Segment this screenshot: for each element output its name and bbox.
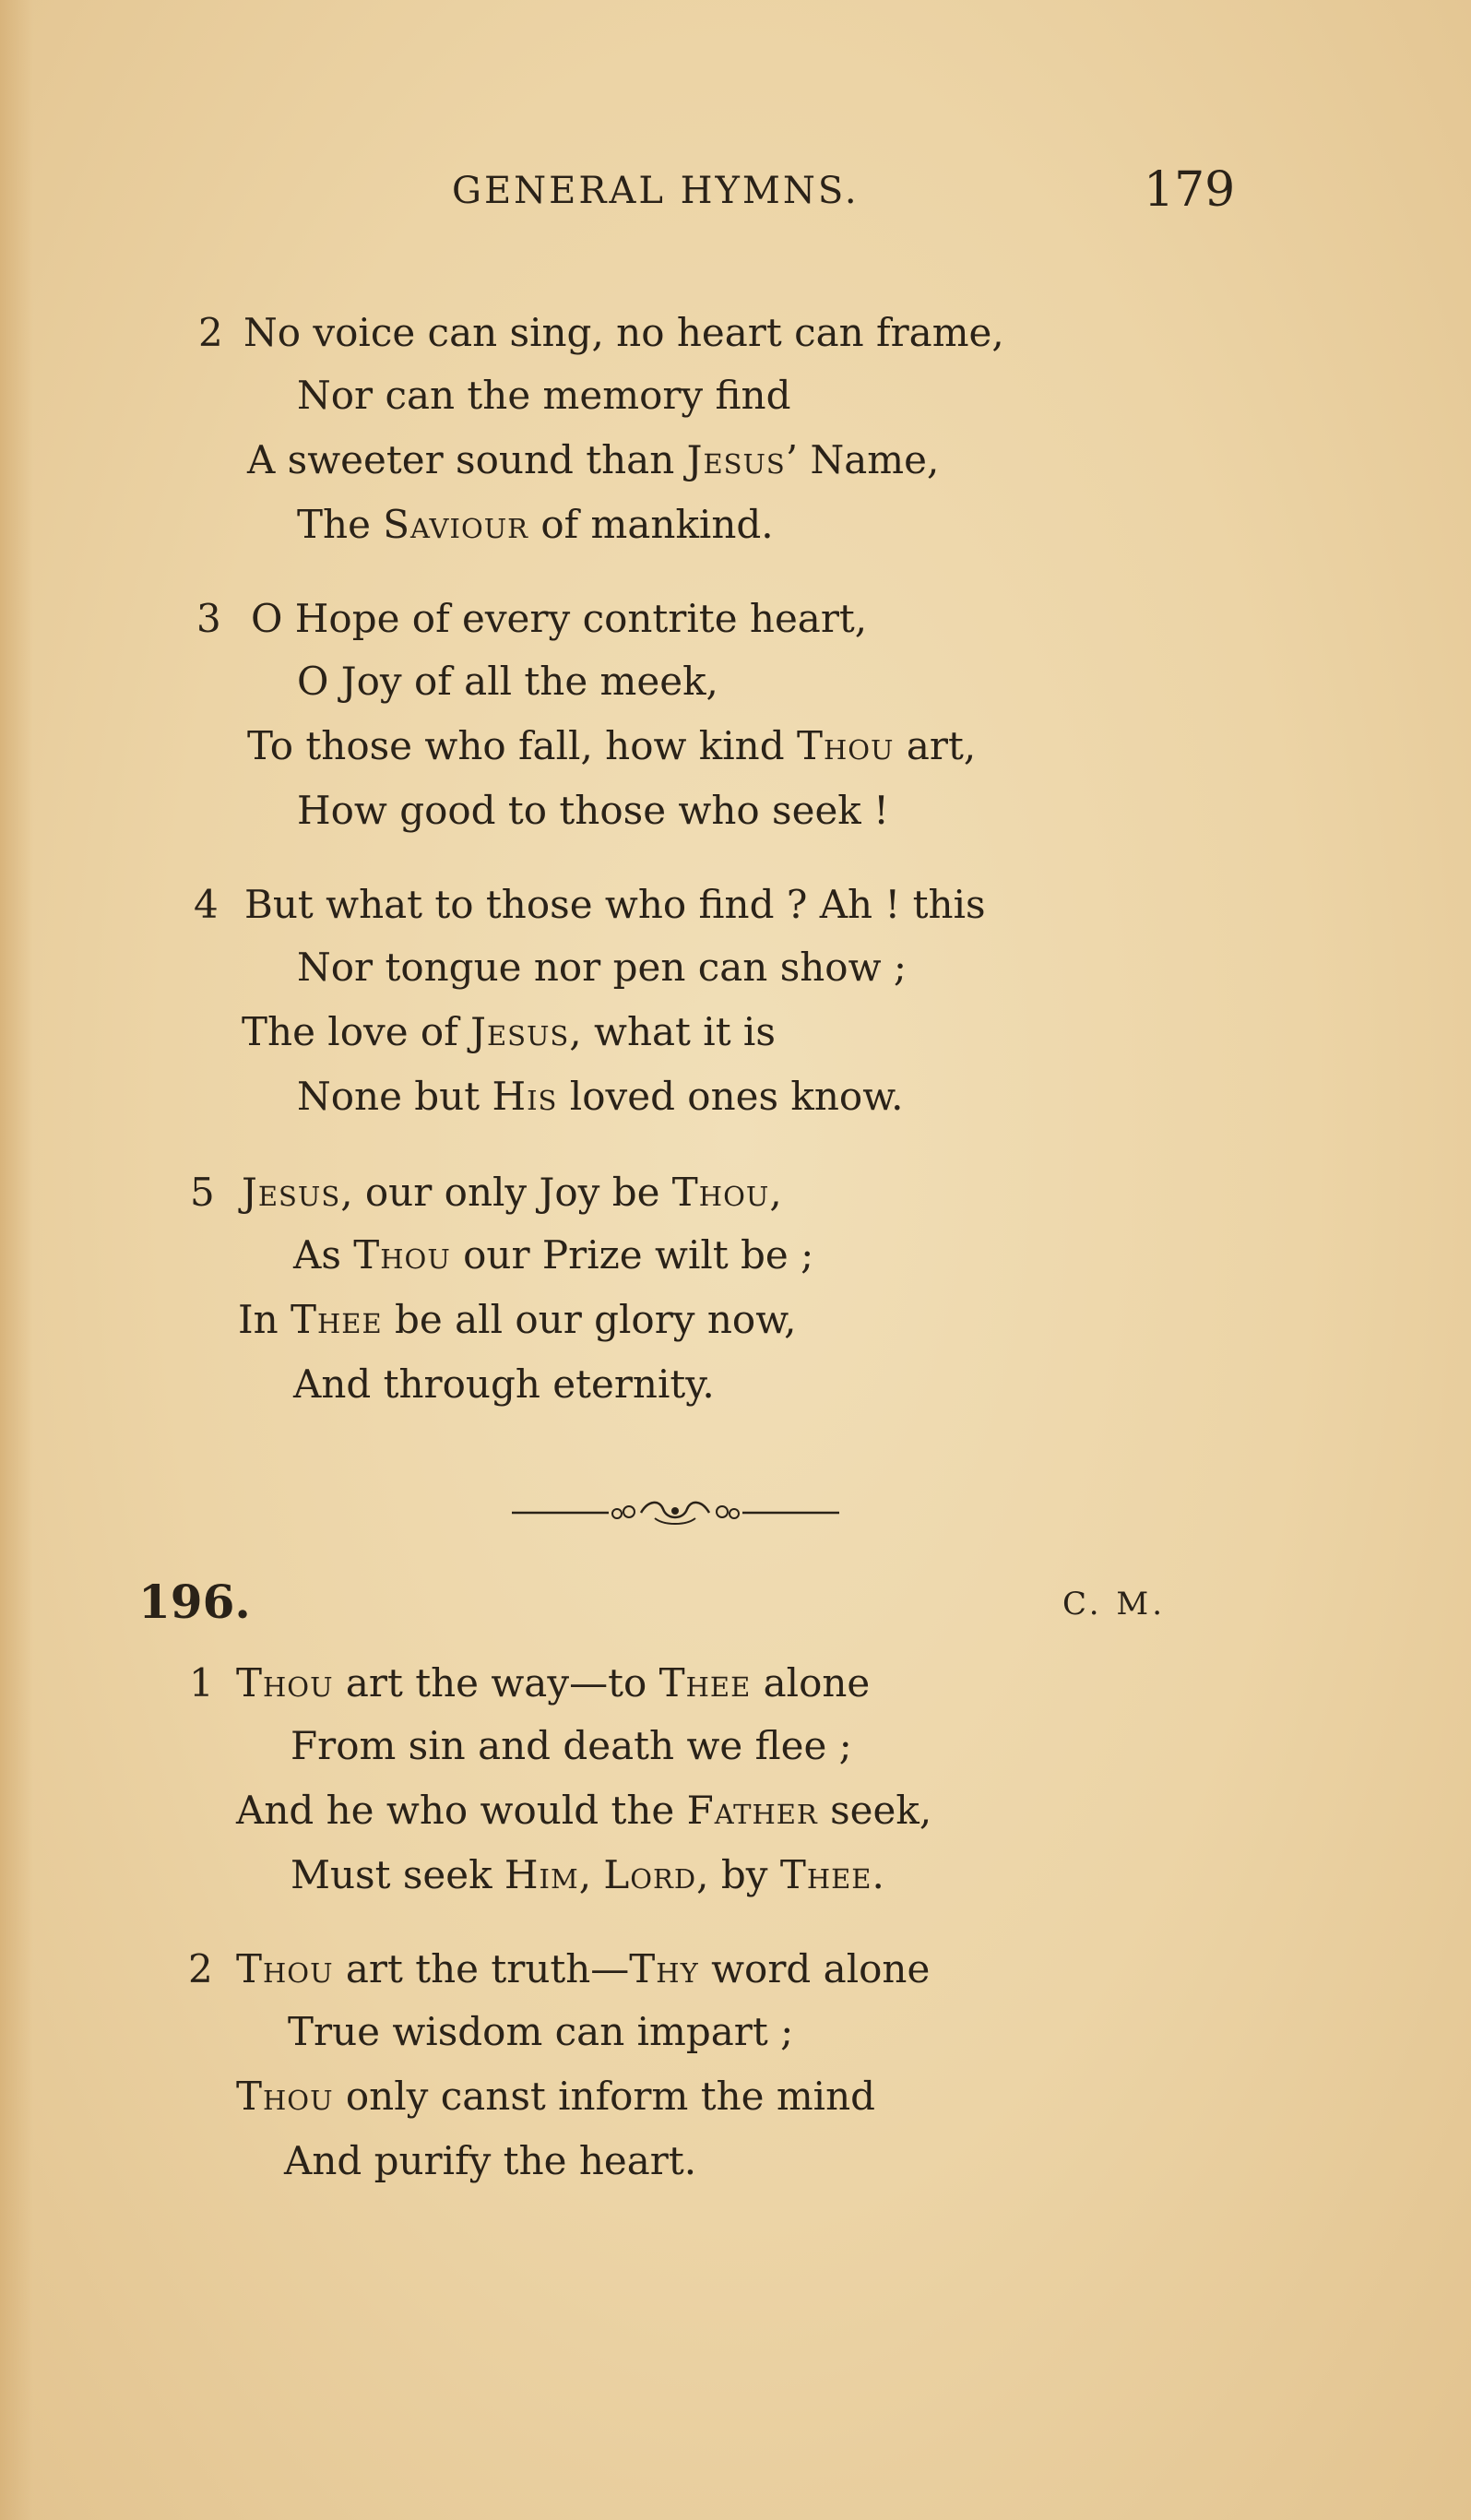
verse-line: But what to those who find ? Ah ! this <box>244 882 986 927</box>
verse-line: Thou art the truth—Thy word alone <box>236 1946 931 1991</box>
page-number: 179 <box>1144 162 1236 218</box>
verse-line: Thou art the way—to Thee alone <box>236 1660 871 1706</box>
verse-line: From sin and death we flee ; <box>291 1723 852 1768</box>
verse-line: None but His loved ones know. <box>297 1074 904 1119</box>
verse-line: The love of Jesus, what it is <box>242 1009 776 1054</box>
hymn-number: 196. <box>138 1575 251 1629</box>
verse-number: 4 <box>194 882 219 927</box>
verse-line: O Joy of all the meek, <box>297 659 718 704</box>
verse-line: Nor tongue nor pen can show ; <box>297 945 908 990</box>
verse-line: How good to those who seek ! <box>297 788 889 833</box>
verse-line: As Thou our Prize wilt be ; <box>293 1232 814 1278</box>
verse-line: And through eternity. <box>293 1361 715 1407</box>
page-header <box>0 162 1471 221</box>
running-title: GENERAL HYMNS. <box>452 170 860 212</box>
verse-line: Jesus, our only Joy be Thou, <box>242 1170 782 1215</box>
verse-line: Thou only canst inform the mind <box>236 2074 876 2119</box>
verse-line: A sweeter sound than Jesus’ Name, <box>247 437 940 482</box>
verse-number: 2 <box>188 1946 213 1991</box>
verse-line: The Saviour of mankind. <box>297 502 774 547</box>
ornament-divider <box>512 1492 839 1533</box>
verse-line: No voice can sing, no heart can frame, <box>243 310 1004 355</box>
verse-line: And purify the heart. <box>284 2138 697 2183</box>
verse-line: Must seek Him, Lord, by Thee. <box>291 1852 884 1897</box>
verse-number: 5 <box>190 1170 215 1215</box>
verse-line: And he who would the Father seek, <box>236 1788 932 1833</box>
verse-number: 3 <box>196 596 221 641</box>
page-gutter-shadow <box>0 0 33 2520</box>
verse-line: To those who fall, how kind Thou art, <box>247 723 977 768</box>
verse-line: O Hope of every contrite heart, <box>251 596 868 641</box>
verse-number: 1 <box>189 1660 214 1706</box>
verse-line: In Thee be all our glory now, <box>238 1297 797 1342</box>
hymn-meter: C. M. <box>1062 1586 1167 1623</box>
verse-number: 2 <box>198 310 223 355</box>
verse-line: True wisdom can impart ; <box>288 2009 794 2054</box>
verse-line: Nor can the memory find <box>297 373 791 418</box>
